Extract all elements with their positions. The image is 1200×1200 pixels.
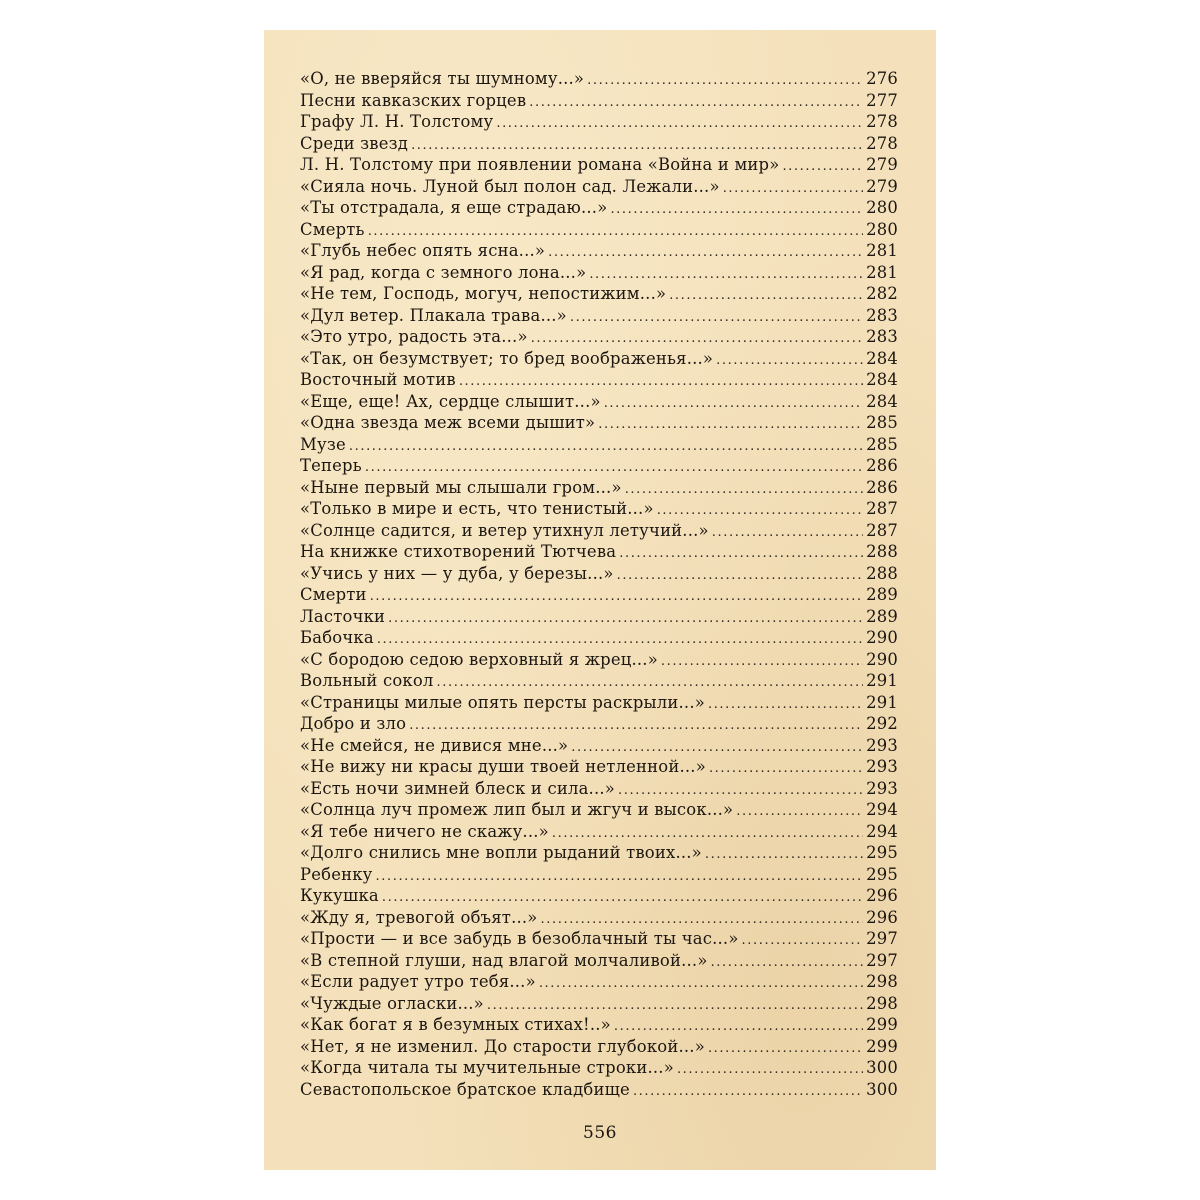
toc-entry-title: «Одна звезда меж всеми дышит» [300,413,596,432]
dot-leader [377,632,863,647]
toc-entry-title: Бабочка [300,628,374,647]
toc-entry [300,865,898,887]
toc-entry-title: «Глубь небес опять ясна...» [300,241,546,260]
dot-leader [496,116,863,131]
dot-leader [669,288,863,303]
toc-entry [300,736,898,758]
toc-entry-page: 288 [866,542,898,561]
toc-entry-page: 290 [866,649,898,669]
toc-entry-title: «Еще, еще! Ах, сердце слышит...» [300,391,601,411]
toc-entry-page: 284 [866,391,898,411]
toc-entry [300,607,898,629]
dot-leader [723,181,863,196]
dot-leader [459,374,863,389]
toc-entry-page: 300 [866,1058,898,1077]
toc-entry-page: 294 [866,821,898,841]
toc-entry [300,564,898,586]
toc-entry-page: 279 [866,155,898,174]
toc-entry-title: На книжке стихотворений Тютчева [300,542,617,561]
dot-leader [604,396,863,411]
toc-entry-page: 292 [866,714,898,733]
toc-entry-page: 300 [866,1079,898,1099]
toc-entry-title: Кукушка [300,886,379,905]
toc-entry-page: 287 [866,499,898,518]
toc-entry-page: 295 [866,843,898,862]
toc-entry-title: «С бородою седою верховный я жрец...» [300,649,658,669]
toc-entry-page: 278 [866,133,898,153]
toc-entry-title: «Только в мире и есть, что тенистый...» [300,499,654,518]
dot-leader [708,697,863,712]
dot-leader [617,568,863,583]
toc-entry-title: Л. Н. Толстому при появлении романа «Война и мир» [300,155,780,174]
dot-leader [712,525,863,540]
toc-entry-title: Графу Л. Н. Толстому [300,112,494,131]
table-of-contents [300,69,898,1101]
dot-leader [487,998,863,1013]
dot-leader [388,611,863,626]
toc-entry [300,241,898,263]
toc-entry-title: «Как богат я в безумных стихах!..» [300,1015,611,1034]
toc-entry-title: «Ты отстрадала, я еще страдаю...» [300,198,608,217]
dot-leader [633,1084,863,1099]
toc-entry [300,392,898,414]
toc-entry-title: Среди звезд [300,133,409,153]
toc-entry-page: 289 [866,606,898,626]
toc-entry-title: Вольный сокол [300,671,434,690]
toc-entry-title: «Чуждые огласки...» [300,993,484,1013]
dot-leader [705,847,863,862]
toc-entry [300,693,898,715]
dot-leader [677,1062,863,1077]
toc-entry [300,628,898,650]
toc-entry [300,177,898,199]
book-page [264,30,936,1170]
dot-leader [614,1019,863,1034]
toc-entry-title: «Прости — и все забудь в безоблачный ты час...» [300,929,739,948]
toc-entry-title: «Солнца луч промеж лип был и жгуч и высок...» [300,800,734,819]
toc-entry-title: «Я рад, когда с земного лона...» [300,262,587,282]
toc-entry-page: 279 [866,176,898,196]
toc-entry-page: 285 [866,413,898,432]
toc-entry [300,370,898,392]
toc-entry-title: Восточный мотив [300,370,456,389]
toc-entry-title: Смерть [300,219,365,239]
dot-leader [598,417,863,432]
toc-entry [300,650,898,672]
toc-entry [300,134,898,156]
toc-entry-title: «Если радует утро тебя...» [300,972,536,991]
dot-leader [370,589,863,604]
toc-entry-page: 291 [866,671,898,690]
dot-leader [539,976,863,991]
dot-leader [619,546,863,561]
toc-entry-title: «Солнце садится, и ветер утихнул летучий...» [300,520,709,540]
toc-entry [300,91,898,113]
toc-entry-page: 283 [866,327,898,346]
toc-entry-title: Смерти [300,585,367,604]
dot-leader [531,331,863,346]
toc-entry [300,284,898,306]
dot-leader [571,740,863,755]
toc-entry-page: 296 [866,886,898,905]
toc-entry-title: Ласточки [300,606,386,626]
dot-leader [782,159,863,174]
toc-entry-page: 297 [866,929,898,948]
toc-entry [300,994,898,1016]
dot-leader [548,245,863,260]
toc-entry-page: 281 [866,262,898,282]
toc-entry-title: «Нет, я не изменил. До старости глубокой...» [300,1036,705,1056]
toc-entry-page: 288 [866,563,898,583]
toc-entry-page: 299 [866,1015,898,1034]
toc-entry [300,478,898,500]
dot-leader [709,761,863,776]
toc-entry-page: 277 [866,90,898,110]
toc-entry-title: Музе [300,434,346,454]
dot-leader [661,654,863,669]
dot-leader [365,460,863,475]
toc-entry-page: 293 [866,735,898,755]
toc-entry-page: 282 [866,284,898,303]
toc-entry-page: 293 [866,778,898,798]
toc-entry [300,456,898,478]
dot-leader [541,912,864,927]
toc-entry-title: Добро и зло [300,714,407,733]
toc-entry-page: 281 [866,241,898,260]
toc-entry [300,779,898,801]
toc-entry-title: «Ныне первый мы слышали гром...» [300,477,622,497]
toc-entry-page: 299 [866,1036,898,1056]
toc-entry [300,1037,898,1059]
toc-entry-title: «Жду я, тревогой объят...» [300,907,538,927]
dot-leader [382,890,863,905]
toc-entry-title: Севастопольское братское кладбище [300,1079,630,1099]
toc-entry-title: «Сияла ночь. Луной был полон сад. Лежали...» [300,176,720,196]
toc-entry-page: 291 [866,692,898,712]
dot-leader [657,503,863,518]
toc-entry [300,220,898,242]
toc-entry-title: Теперь [300,456,362,475]
toc-entry-title: Песни кавказских горцев [300,90,527,110]
toc-entry-title: «Долго снились мне вопли рыданий твоих...» [300,843,702,862]
dot-leader [376,869,864,884]
dot-leader [409,718,863,733]
toc-entry [300,155,898,177]
toc-entry-title: «Я тебе ничего не скажу...» [300,821,549,841]
dot-leader [610,202,863,217]
toc-entry-title: «Не вижу ни красы души твоей нетленной...» [300,757,706,776]
toc-entry [300,951,898,973]
toc-entry [300,263,898,285]
toc-entry [300,413,898,435]
toc-entry-page: 287 [866,520,898,540]
dot-leader [708,1041,863,1056]
toc-entry [300,1015,898,1037]
dot-leader [625,482,863,497]
dot-leader [552,826,863,841]
toc-entry [300,757,898,779]
toc-entry-title: «Есть ночи зимней блеск и сила...» [300,778,616,798]
toc-entry-page: 280 [866,219,898,239]
toc-entry-page: 296 [866,907,898,927]
toc-entry-title: «Страницы милые опять персты раскрыли...» [300,692,705,712]
toc-entry-page: 297 [866,950,898,970]
toc-entry-page: 284 [866,370,898,389]
toc-entry [300,435,898,457]
toc-entry [300,800,898,822]
toc-entry-title: «Это утро, радость эта...» [300,327,528,346]
dot-leader [437,675,864,690]
toc-entry [300,327,898,349]
toc-entry-title: «О, не вверяйся ты шумному...» [300,69,585,88]
toc-entry-title: «Дул ветер. Плакала трава...» [300,305,567,325]
toc-entry [300,112,898,134]
toc-entry-title: «Не тем, Господь, могуч, непостижим...» [300,284,667,303]
toc-entry-page: 278 [866,112,898,131]
toc-entry-title: «Так, он безумствует; то бред воображенья...» [300,348,714,368]
toc-entry [300,822,898,844]
toc-entry [300,198,898,220]
dot-leader [570,310,863,325]
toc-entry-page: 280 [866,198,898,217]
toc-entry-page: 283 [866,305,898,325]
toc-entry [300,69,898,91]
dot-leader [368,224,863,239]
dot-leader [349,439,863,454]
toc-entry-page: 286 [866,456,898,475]
toc-entry [300,1080,898,1102]
toc-entry [300,499,898,521]
toc-entry [300,908,898,930]
dot-leader [529,95,863,110]
toc-entry-page: 290 [866,628,898,647]
toc-entry-title: «В степной глуши, над влагой молчаливой...» [300,950,708,970]
toc-entry-page: 276 [866,69,898,88]
toc-entry [300,585,898,607]
toc-entry [300,542,898,564]
toc-entry-page: 298 [866,972,898,991]
dot-leader [736,804,863,819]
toc-entry-title: «Не смейся, не дивися мне...» [300,735,569,755]
toc-entry [300,714,898,736]
toc-entry-page: 289 [866,585,898,604]
dot-leader [711,955,864,970]
page-number: 556 [583,1123,617,1143]
toc-entry-title: «Учись у них — у дуба, у березы...» [300,563,614,583]
dot-leader [411,138,863,153]
toc-entry [300,521,898,543]
toc-entry [300,843,898,865]
toc-entry-title: «Когда читала ты мучительные строки...» [300,1058,674,1077]
dot-leader [589,267,863,282]
toc-entry-title: Ребенку [300,864,373,884]
toc-entry-page: 295 [866,864,898,884]
toc-entry-page: 284 [866,348,898,368]
toc-entry [300,306,898,328]
toc-entry [300,349,898,371]
toc-entry [300,929,898,951]
toc-entry [300,972,898,994]
toc-entry-page: 293 [866,757,898,776]
toc-entry [300,1058,898,1080]
toc-entry-page: 298 [866,993,898,1013]
dot-leader [716,353,863,368]
dot-leader [618,783,863,798]
toc-entry-page: 285 [866,434,898,454]
toc-entry-page: 294 [866,800,898,819]
dot-leader [587,73,863,88]
toc-entry [300,886,898,908]
toc-entry [300,671,898,693]
dot-leader [742,933,864,948]
toc-entry-page: 286 [866,477,898,497]
